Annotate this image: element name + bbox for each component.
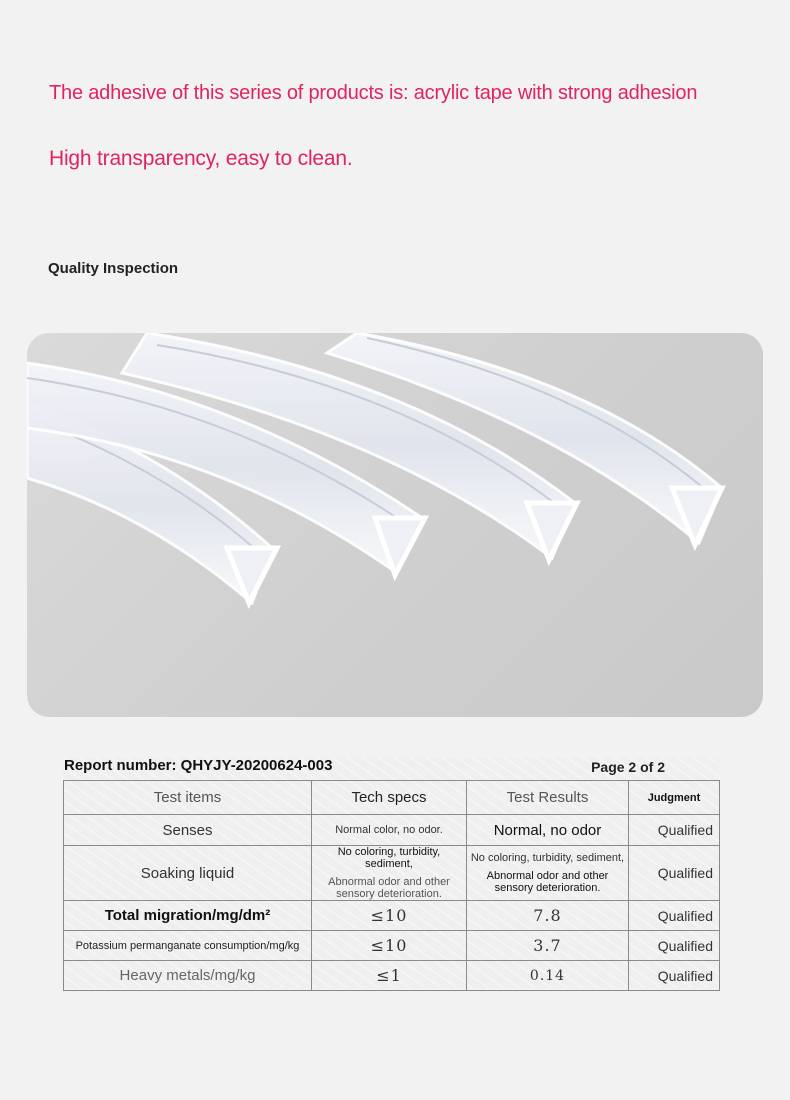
cell-result: 3.7 bbox=[467, 931, 629, 961]
header-test-items: Test items bbox=[64, 781, 312, 815]
header-judgment: Judgment bbox=[629, 781, 720, 815]
cell-result: 0.14 bbox=[467, 961, 629, 991]
inspection-report bbox=[63, 757, 719, 988]
report-page-indicator: Page 2 of 2 bbox=[591, 759, 665, 775]
table-row bbox=[64, 815, 720, 846]
table-header-row bbox=[64, 781, 720, 815]
header-test-results: Test Results bbox=[467, 781, 629, 815]
product-photo bbox=[27, 333, 763, 717]
cell-spec: Normal color, no odor. bbox=[312, 815, 467, 846]
transparent-edge-strips-image bbox=[27, 333, 763, 717]
header-tech-specs: Tech specs bbox=[312, 781, 467, 815]
cell-item: Soaking liquid bbox=[64, 846, 312, 901]
cell-item: Total migration/mg/dm² bbox=[64, 901, 312, 931]
section-title: Quality Inspection bbox=[48, 260, 179, 277]
cell-judgment: Qualified bbox=[629, 846, 720, 901]
spec-line-1: No coloring, turbidity, sediment, bbox=[337, 846, 441, 870]
headline-adhesive: The adhesive of this series of products is: acrylic tape with strong adhesion bbox=[49, 82, 698, 104]
cell-spec: ≤10 bbox=[312, 931, 467, 961]
cell-judgment: Qualified bbox=[629, 961, 720, 991]
cell-judgment: Qualified bbox=[629, 931, 720, 961]
cell-result: Normal, no odor bbox=[467, 815, 629, 846]
cell-judgment: Qualified bbox=[629, 901, 720, 931]
headline-transparency: High transparency, easy to clean. bbox=[49, 147, 353, 170]
cell-judgment: Qualified bbox=[629, 815, 720, 846]
report-number: Report number: QHYJY-20200624-003 bbox=[64, 757, 333, 774]
table-row bbox=[64, 901, 720, 931]
inspection-table bbox=[63, 780, 720, 991]
spec-line-2: Abnormal odor and other sensory deterioration. bbox=[328, 876, 450, 900]
table-row bbox=[64, 961, 720, 991]
result-line-2: Abnormal odor and other sensory deterioration. bbox=[486, 870, 609, 894]
cell-spec: ≤1 bbox=[312, 961, 467, 991]
cell-result: 7.8 bbox=[467, 901, 629, 931]
cell-item: Potassium permanganate consumption/mg/kg bbox=[64, 931, 312, 961]
cell-item: Senses bbox=[64, 815, 312, 846]
cell-spec bbox=[312, 846, 467, 901]
cell-spec: ≤10 bbox=[312, 901, 467, 931]
table-row bbox=[64, 846, 720, 901]
result-line-1: No coloring, turbidity, sediment, bbox=[470, 852, 625, 864]
cell-item: Heavy metals/mg/kg bbox=[64, 961, 312, 991]
table-row bbox=[64, 931, 720, 961]
cell-result bbox=[467, 846, 629, 901]
